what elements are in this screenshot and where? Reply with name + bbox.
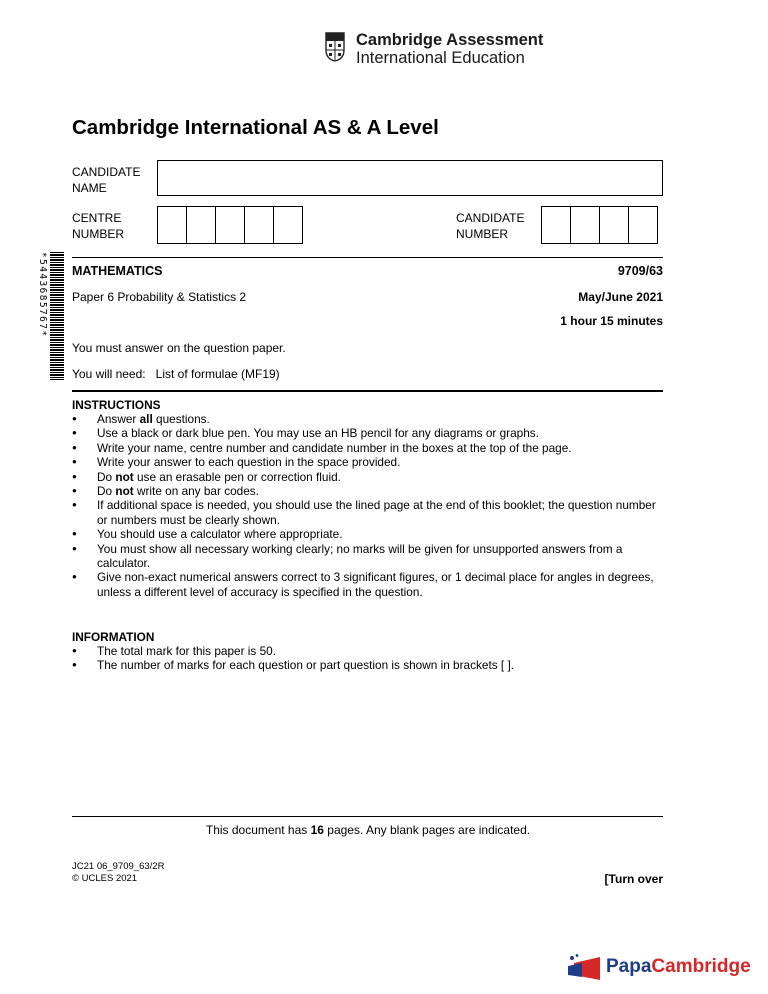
instruction-text: If additional space is needed, you should use the lined page at the end of this booklet; the question number or numbers must be clearly shown. (97, 498, 656, 527)
turn-over: [Turn over (604, 872, 663, 886)
copyright: © UCLES 2021 (72, 873, 138, 884)
divider-thick (72, 390, 663, 392)
information-heading: INFORMATION (72, 630, 155, 644)
instruction-text: Give non-exact numerical answers correct to 3 significant figures, or 1 decimal place for angles in degrees, unless a different level of accuracy is specified in the question. (97, 570, 654, 599)
footer-ref-block (72, 861, 164, 885)
digit-box[interactable] (157, 206, 187, 244)
papacambridge-flag-icon (566, 953, 604, 983)
digit-box[interactable] (244, 206, 274, 244)
candidate-number-boxes[interactable] (541, 206, 658, 244)
digit-box[interactable] (599, 206, 629, 244)
session: May/June 2021 (578, 290, 663, 304)
footer-divider (72, 816, 663, 817)
instruction-emphasis: all (139, 412, 153, 426)
instruction-item (72, 455, 657, 469)
instructions-heading: INSTRUCTIONS (72, 398, 161, 412)
divider (72, 257, 663, 258)
digit-box[interactable] (273, 206, 303, 244)
digit-box[interactable] (186, 206, 216, 244)
barcode-bars (50, 252, 64, 380)
duration: 1 hour 15 minutes (560, 314, 663, 328)
information-item: ● The total mark for this paper is 50. (72, 644, 657, 658)
instruction-item (72, 441, 657, 455)
instruction-text: use an erasable pen or correction fluid. (133, 469, 341, 484)
instruction-item (72, 527, 657, 541)
instruction-item (72, 542, 657, 571)
instructions-list (72, 412, 657, 599)
instruction-text: Write your name, centre number and candidate number in the boxes at the top of the page. (97, 440, 572, 455)
subject: MATHEMATICS (72, 264, 163, 278)
instruction-item (72, 470, 657, 484)
paper-name: Paper 6 Probability & Statistics 2 (72, 290, 247, 304)
barcode-number: *5443685767* (37, 252, 48, 338)
page-count-note (0, 823, 736, 837)
instruction-item (72, 426, 657, 440)
instruction-item (72, 412, 657, 426)
digit-box[interactable] (570, 206, 600, 244)
logo-line-1: Cambridge Assessment (356, 31, 544, 49)
papacambridge-logo (566, 953, 752, 983)
instruction-text: You should use a calculator where appropriate. (97, 527, 343, 542)
instruction-text: questions. (152, 412, 210, 426)
centre-number-boxes[interactable] (157, 206, 303, 244)
instruction-item (72, 570, 657, 599)
instruction-text: Do (97, 469, 116, 484)
instruction-text: Write your answer to each question in the space provided. (97, 455, 401, 470)
doc-post: pages. Any blank pages are indicated. (323, 823, 531, 837)
answer-note: You must answer on the question paper. (72, 341, 286, 355)
instruction-item (72, 498, 657, 527)
crest-icon (325, 32, 345, 62)
candidate-name-label: CANDIDATE NAME (72, 165, 141, 195)
instruction-item (72, 484, 657, 498)
instruction-text: Answer (97, 412, 140, 426)
instruction-text: You must show all necessary working clearly; no marks will be given for unsupported answers from a calculator. (97, 541, 623, 571)
cambridge-logo (325, 31, 565, 69)
document-reference: JC21 06_9709_63/2R (72, 861, 165, 872)
instruction-text: Use a black or dark blue pen. You may use an HB pencil for any diagrams or graphs. (97, 426, 539, 441)
information-list (72, 644, 657, 673)
digit-box[interactable] (541, 206, 571, 244)
digit-box[interactable] (628, 206, 658, 244)
papacambridge-text: PapaCambridge (606, 956, 751, 977)
need-value: List of formulae (MF19) (155, 367, 280, 381)
candidate-name-field[interactable] (157, 160, 663, 196)
instruction-emphasis: not (115, 484, 134, 499)
doc-pages: 16 (310, 823, 324, 837)
doc-pre: This document has (205, 823, 311, 837)
instruction-text: Do (97, 484, 116, 499)
instruction-emphasis: not (115, 469, 134, 484)
need-label: You will need: (72, 367, 146, 381)
logo-line-2: International Education (356, 49, 525, 67)
instruction-text: write on any bar codes. (133, 484, 259, 499)
qualification-title: Cambridge International AS & A Level (72, 116, 439, 139)
candidate-number-label: CANDIDATE NUMBER (456, 211, 525, 241)
digit-box[interactable] (215, 206, 245, 244)
paper-code: 9709/63 (617, 264, 663, 278)
requirements (72, 367, 280, 381)
centre-number-label: CENTRE NUMBER (72, 211, 125, 241)
information-item: ● The number of marks for each question or part question is shown in brackets [ ]. (72, 658, 657, 672)
barcode (36, 252, 64, 380)
